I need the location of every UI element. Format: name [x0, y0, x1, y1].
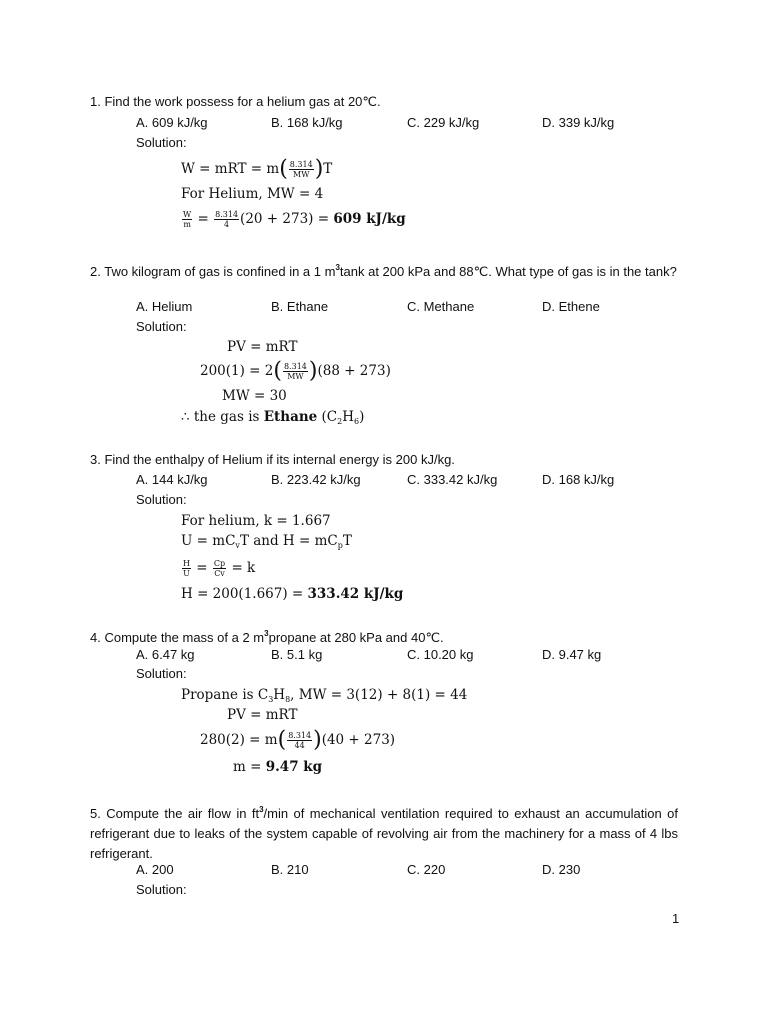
problem-3-choice-c: C. 333.42 kJ/kg — [407, 472, 498, 487]
problem-1-answer: 609 kJ/kg — [333, 211, 406, 227]
problem-2-choice-c: C. Methane — [407, 299, 475, 314]
problem-1-choice-b: B. 168 kJ/kg — [271, 115, 343, 130]
problem-1-choice-c: C. 229 kJ/kg — [407, 115, 480, 130]
problem-3-choice-d: D. 168 kJ/kg — [542, 472, 615, 487]
problem-2-choice-b: B. Ethane — [271, 299, 329, 314]
problem-3-choice-b: B. 223.42 kJ/kg — [271, 472, 361, 487]
problem-4-choice-b: B. 5.1 kg — [271, 647, 323, 662]
problem-2-choice-d: D. Ethene — [542, 299, 600, 314]
problem-5-solution-label: Solution: — [136, 882, 187, 897]
problem-2-equation-3: MW = 30 — [222, 388, 287, 404]
problem-4-solution-label: Solution: — [136, 666, 187, 681]
problem-3-prompt: 3. Find the enthalpy of Helium if its internal energy is 200 kJ/kg. — [90, 452, 455, 467]
problem-3-choice-a: A. 144 kJ/kg — [136, 472, 208, 487]
problem-3-equation-2: $U = mC_vT$ and $H = mC_pT$ — [181, 533, 352, 550]
problem-4-answer: 9.47 kg — [265, 759, 323, 775]
problem-4-prompt: 4. Compute the mass of a 2 $m^3propane$ at 280 kPa and 40℃. — [90, 629, 444, 645]
page-number: 1 — [672, 911, 680, 926]
problem-1-choice-a: A. 609 kJ/kg — [136, 115, 208, 130]
problem-3-equation-1: For helium, k = 1.667 — [181, 513, 331, 529]
problem-4-equation-4: m = 9.47 kg — [233, 759, 323, 775]
problem-2-equation-1: PV = mRT — [227, 339, 298, 355]
problem-4-equation-2: PV = mRT — [227, 707, 298, 723]
problem-4-choice-c: C. 10.20 kg — [407, 647, 474, 662]
problem-3-equation-3: $\frac{H}{U}$ = $\frac{Cp}{Cv}$ = k — [183, 559, 256, 578]
problem-5-choice-b: B. 210 — [271, 862, 309, 877]
problem-2-prompt: 2. Two kilogram of gas is confined in a 1 $m^3\tan k$ at 200 kPa and 88℃. What type of gas is in the tank? — [90, 263, 677, 279]
problem-1-equation-3: $\frac{W}{m}$ = $\frac{8.314}{4}$ (20 + 273) = 609 kJ/kg — [183, 210, 406, 229]
problem-2-conclusion: ∴ the gas is Ethane $(C_2H_6)$ — [181, 409, 365, 426]
problem-3-solution-label: Solution: — [136, 492, 187, 507]
problem-4-equation-3: 280(2) = m( $\frac{8.314}{44}$ )(40 + 273) — [200, 727, 396, 753]
problem-3-equation-4: H = 200(1.667) = 333.42 kJ/kg — [181, 586, 404, 602]
problem-5-choice-a: A. 200 — [136, 862, 174, 877]
problem-1-choice-d: D. 339 kJ/kg — [542, 115, 615, 130]
problem-4-equation-1: Propane is $C_3H_8$, MW = 3(12) + 8(1) = 44 — [181, 687, 468, 704]
problem-2-choice-a: A. Helium — [136, 299, 193, 314]
problem-5-choice-d: D. 230 — [542, 862, 581, 877]
problem-3-answer: 333.42 kJ/kg — [307, 586, 404, 602]
problem-2-solution-label: Solution: — [136, 319, 187, 334]
problem-1-equation-2: For Helium, MW = 4 — [181, 186, 324, 202]
problem-2-answer: Ethane — [263, 409, 318, 425]
problem-4-choice-a: A. 6.47 kg — [136, 647, 195, 662]
problem-2-equation-2: 200(1) = 2( $\frac{8.314}{MW}$ )(88 + 273) — [200, 358, 391, 384]
problem-1-equation-1: W = mRT = m( $\frac{8.314}{MW}$ )T — [181, 156, 333, 182]
problem-1-solution-label: Solution: — [136, 135, 187, 150]
problem-5-prompt: 5. Compute the air flow in $ft^3/\min$ of mechanical ventilation required to exhaust an accumulation of refrigerant due to leaks of the system capable of revolving air from the machinery for a mass of 4 lbs refrigerant. — [90, 805, 678, 861]
problem-1-prompt: 1. Find the work possess for a helium gas at 20℃. — [90, 94, 381, 109]
problem-5-choice-c: C. 220 — [407, 862, 446, 877]
problem-4-choice-d: D. 9.47 kg — [542, 647, 602, 662]
